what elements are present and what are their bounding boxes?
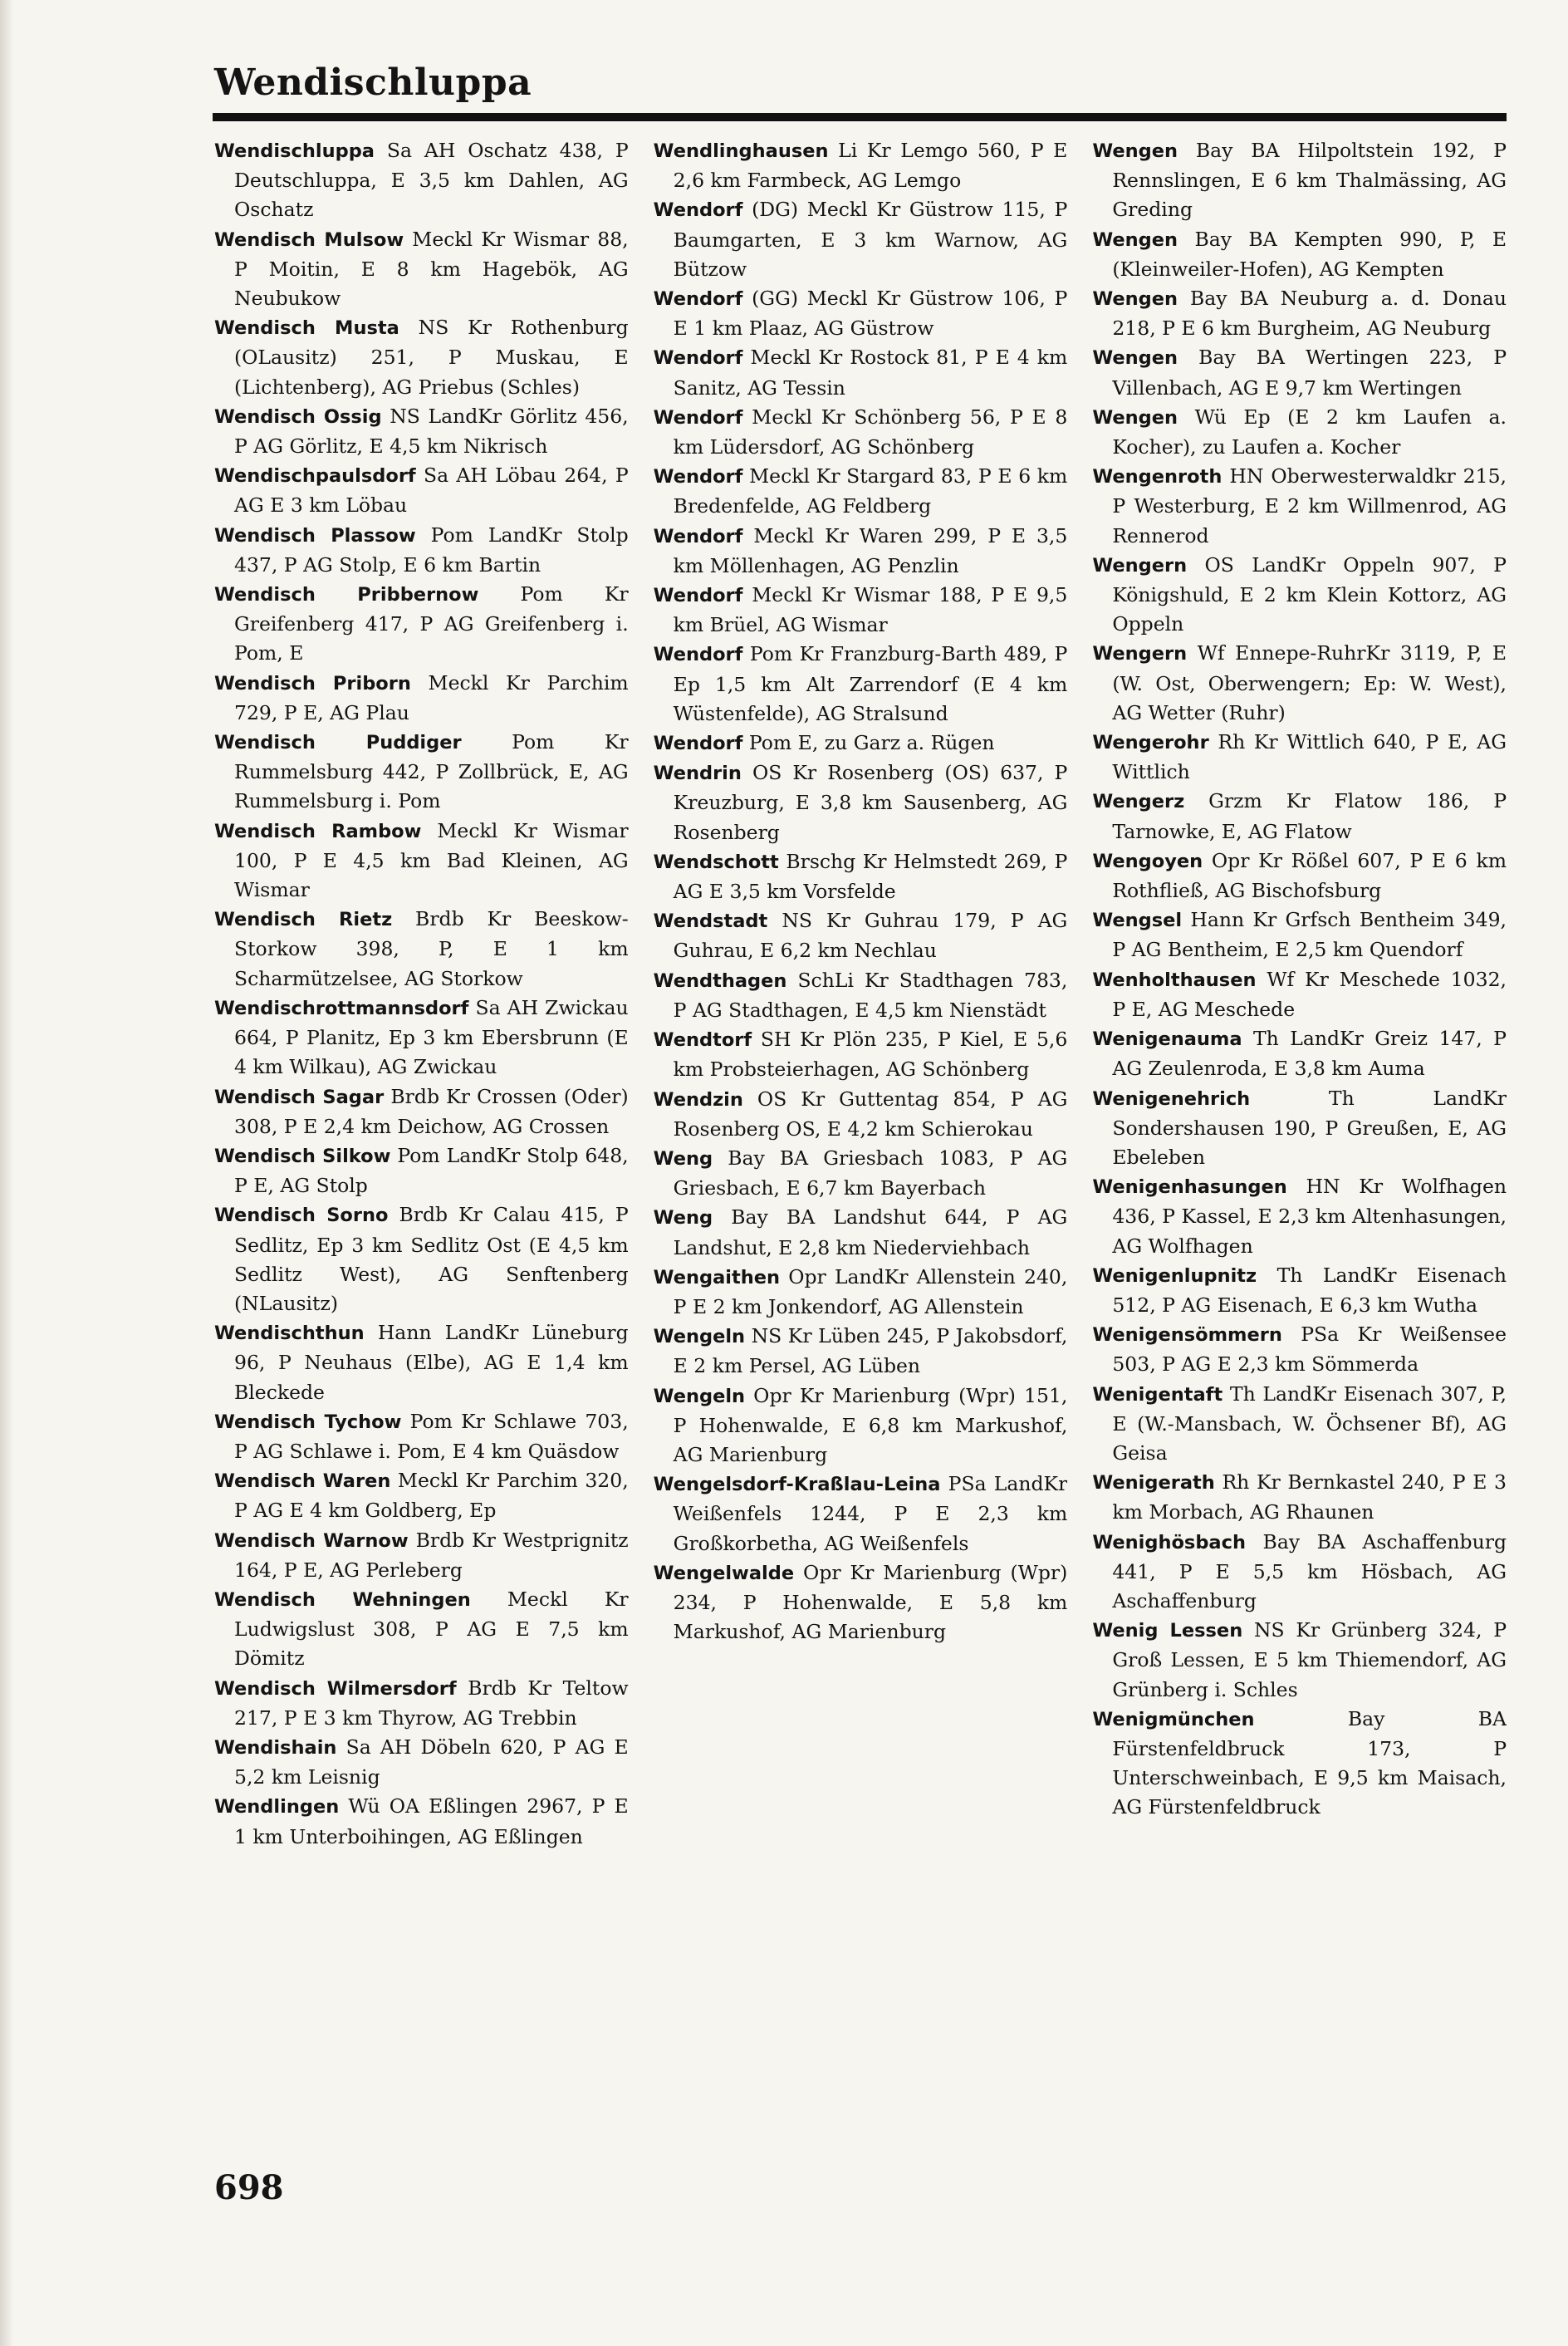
gazetteer-entry [654,906,1068,965]
gazetteer-entry [654,1203,1068,1262]
entry-place-name: Wenigenlupnitz [1092,1264,1257,1287]
entry-place-name: Wendtorf [653,1029,752,1052]
entry-details: Hann LandKr Lüneburg 96, P Neuhaus (Elbe), AG E 1,4 km Bleckede [234,1321,629,1404]
entry-details: Meckl Kr Ludwigslust 308, P AG E 7,5 km Dömitz [234,1587,629,1671]
entry-details: Th LandKr Eisenach 307, P, E (W.-Mansbach, W. Öchsener Bf), AG Geisa [1112,1382,1507,1465]
entry-place-name: Wendrin [653,763,742,785]
entry-details: Bay BA Hilpoltstein 192, P Rennslingen, E 6 km Thalmässing, AG Greding [1112,139,1507,222]
gazetteer-entry [1092,965,1507,1024]
entry-place-name: Wengen [1092,406,1178,429]
entry-details: Sa AH Döbeln 620, P AG E 5,2 km Leisnig [234,1735,629,1789]
entry-details: PSa Kr Weißensee 503, P AG E 2,3 km Sömmerda [1112,1323,1507,1377]
entry-details: Th LandKr Greiz 147, P AG Zeulenroda, E 3,8 km Auma [1112,1027,1507,1081]
entry-place-name: Wengaithen [653,1266,781,1288]
entry-place-name: Wendlinghausen [653,140,829,162]
gazetteer-entry [654,1470,1068,1558]
gazetteer-entry [214,225,629,314]
entry-details: SchLi Kr Stadthagen 783, P AG Stadthagen, E 4,5 km Nienstädt [673,968,1068,1022]
entry-place-name: Wengen [1092,140,1178,162]
entry-details: (GG) Meckl Kr Güstrow 106, P E 1 km Plaaz, AG Güstrow [673,287,1068,341]
gazetteer-entry [214,1407,629,1466]
entry-details: NS Kr Guhrau 179, P AG Guhrau, E 6,2 km Nechlau [673,909,1068,963]
entry-details: Li Kr Lemgo 560, P E 2,6 km Farmbeck, AG Lemgo [673,139,1068,193]
entry-place-name: Wengelsdorf-Kraßlau-Leina [653,1474,941,1496]
gazetteer-entry [654,522,1068,581]
entry-place-name: Wendisch Priborn [214,672,411,694]
gazetteer-entry [654,581,1068,640]
entry-details: HN Kr Wolfhagen 436, P Kassel, E 2,3 km Altenhasungen, AG Wolfhagen [1112,1175,1507,1258]
entry-place-name: Wendischthun [214,1323,365,1345]
gazetteer-entry [1092,136,1507,225]
entry-details: Bay BA Fürstenfeldbruck 173, P Unterschweinbach, E 9,5 km Maisach, AG Fürstenfeldbruck [1112,1706,1507,1819]
entry-details: SH Kr Plön 235, P Kiel, E 5,6 km Probsteierhagen, AG Schönberg [673,1028,1068,1082]
entry-place-name: Wendisch Plassow [214,524,416,547]
entry-place-name: Weng [653,1147,713,1170]
entry-place-name: Wengen [1092,288,1178,311]
entry-place-name: Wendschott [653,851,779,873]
gazetteer-entry [1092,1320,1507,1379]
entry-place-name: Wengelwalde [653,1562,795,1584]
entry-details: Th LandKr Sondershausen 190, P Greußen, E, AG Ebeleben [1112,1086,1507,1169]
entry-details: Wü OA Eßlingen 2967, P E 1 km Unterboihingen, AG Eßlingen [234,1794,629,1848]
entry-details: NS Kr Rothenburg (OLausitz) 251, P Muskau, E (Lichtenberg), AG Priebus (Schles) [234,316,629,399]
entry-details: Hann Kr Grfsch Bentheim 349, P AG Bentheim, E 2,5 km Quendorf [1112,908,1507,962]
entry-details: Pom E, zu Garz a. Rügen [748,731,995,755]
entry-place-name: Wendorf [653,199,743,222]
gazetteer-entry [214,1200,629,1318]
entry-details: Meckl Kr Wismar 188, P E 9,5 km Brüel, AG Wismar [673,583,1068,637]
gazetteer-entry [1092,1705,1507,1823]
entry-details: Opr Kr Marienburg (Wpr) 234, P Hohenwalde, E 5,8 km Markushof, AG Marienburg [673,1560,1068,1644]
entry-details: Meckl Kr Schönberg 56, P E 8 km Lüdersdorf, AG Schönberg [673,405,1068,459]
entry-details: Bay BA Wertingen 223, P Villenbach, AG E 9,7 km Wertingen [1112,346,1507,400]
gazetteer-entry [214,1792,629,1851]
entry-details: Rh Kr Wittlich 640, P E, AG Wittlich [1112,730,1507,784]
gazetteer-entry [214,994,629,1082]
entry-details: Pom LandKr Stolp 648, P E, AG Stolp [234,1143,629,1198]
gazetteer-entry [654,966,1068,1025]
entry-details: Wf Ennepe-RuhrKr 3119, P, E (W. Ost, Oberwengern; Ep: W. West), AG Wetter (Ruhr) [1112,641,1507,724]
entry-place-name: Wenigmünchen [1092,1708,1255,1730]
entry-details: Brschg Kr Helmstedt 269, P AG E 3,5 km Vorsfelde [673,849,1068,904]
entry-details: Pom LandKr Stolp 437, P AG Stolp, E 6 km Bartin [234,523,629,577]
entry-details: Meckl Kr Wismar 100, P E 4,5 km Bad Kleinen, AG Wismar [234,818,629,902]
entry-place-name: Wendisch Silkow [214,1145,391,1167]
entry-details: Bay BA Griesbach 1083, P AG Griesbach, E 6,7 km Bayerbach [673,1146,1068,1200]
entry-details: Pom Kr Schlawe 703, P AG Schlawe i. Pom, E 4 km Quäsdow [234,1409,629,1463]
entry-place-name: Wenigerath [1092,1472,1215,1494]
gazetteer-entry [214,313,629,402]
scan-edge-shadow [0,0,13,2346]
entry-place-name: Wendisch Wilmersdorf [214,1677,457,1700]
gazetteer-entry [654,729,1068,758]
gazetteer-entry [654,847,1068,906]
entry-place-name: Wengoyen [1092,850,1203,872]
gazetteer-entry [654,284,1068,343]
entry-place-name: Wendorf [653,733,743,755]
entry-place-name: Wendisch Waren [214,1470,391,1493]
entry-details: Pom Kr Franzburg-Barth 489, P Ep 1,5 km Alt Zarrendorf (E 4 km Wüstenfelde), AG Stralsund [673,642,1068,725]
entry-details: Meckl Kr Parchim 320, P AG E 4 km Goldberg, Ep [234,1469,629,1523]
gazetteer-entry [1092,551,1507,640]
gazetteer-entry [214,1585,629,1674]
gazetteer-entry [654,758,1068,847]
entry-details: Bay BA Kempten 990, P, E (Kleinweiler-Hofen), AG Kempten [1112,227,1507,281]
entry-details: Rh Kr Bernkastel 240, P E 3 km Morbach, AG Rhaunen [1112,1470,1507,1524]
entry-details: Grzm Kr Flatow 186, P Tarnowke, E, AG Flatow [1112,789,1507,843]
entry-place-name: Wendzin [653,1088,743,1111]
entry-place-name: Wengern [1092,643,1188,665]
entry-details: Meckl Kr Waren 299, P E 3,5 km Möllenhagen, AG Penzlin [673,523,1068,577]
entry-details: (DG) Meckl Kr Güstrow 115, P Baumgarten, E 3 km Warnow, AG Bützow [673,198,1068,281]
gazetteer-entry [654,1263,1068,1322]
entry-place-name: Wenholthausen [1092,969,1257,991]
entry-place-name: Wendischpaulsdorf [214,465,416,488]
entry-details: Meckl Kr Wismar 88, P Moitin, E 8 km Hagebök, AG Neubukow [234,227,629,311]
entry-details: Sa AH Zwickau 664, P Planitz, Ep 3 km Ebersbrunn (E 4 km Wilkau), AG Zwickau [234,995,629,1079]
entry-details: Brdb Kr Calau 415, P Sedlitz, Ep 3 km Sedlitz Ost (E 4,5 km Sedlitz West), AG Senftenberg (NLausitz) [234,1203,629,1315]
entry-place-name: Wenigenauma [1092,1028,1242,1051]
entry-place-name: Wendisch Sorno [214,1205,389,1227]
gazetteer-entry [214,728,629,817]
entry-place-name: Wengerohr [1092,732,1209,754]
running-head: Wendischluppa [214,61,532,104]
gazetteer-entry [214,461,629,520]
gazetteer-entry [1092,847,1507,906]
entry-details: Opr Kr Rößel 607, P E 6 km Rothfließ, AG Bischofsburg [1112,848,1507,903]
gazetteer-entry [654,136,1068,195]
entry-place-name: Wendisch Wehningen [214,1588,471,1611]
gazetteer-entry [1092,462,1507,551]
entry-place-name: Wendisch Puddiger [214,732,462,754]
entry-place-name: Wendorf [653,406,743,429]
gazetteer-entry [1092,728,1507,787]
gazetteer-entry [1092,1172,1507,1261]
entry-place-name: Wendisch Tychow [214,1411,402,1433]
entry-details: NS Kr Grünberg 324, P Groß Lessen, E 5 km Thiemendorf, AG Grünberg i. Schles [1112,1618,1507,1701]
gazetteer-entry [1092,787,1507,846]
entry-details: Meckl Kr Rostock 81, P E 4 km Sanitz, AG Tessin [673,346,1068,400]
entry-details: Wf Kr Meschede 1032, P E, AG Meschede [1112,967,1507,1021]
gazetteer-entry [214,817,629,906]
gazetteer-entry [214,1733,629,1792]
gazetteer-entry [1092,225,1507,284]
gazetteer-entry [654,1322,1068,1381]
gazetteer-entry [1092,1261,1507,1320]
entry-place-name: Wenig Lessen [1092,1620,1243,1642]
entry-details: Wü Ep (E 2 km Laufen a. Kocher), zu Laufen a. Kocher [1112,405,1507,459]
entry-place-name: Weng [653,1207,713,1229]
gazetteer-entry [214,1526,629,1585]
entry-place-name: Wengenroth [1092,466,1223,488]
column-2 [654,136,1068,2147]
gazetteer-entry [1092,639,1507,728]
entry-place-name: Wengsel [1092,910,1183,932]
entry-details: Pom Kr Rummelsburg 442, P Zollbrück, E, AG Rummelsburg i. Pom [234,730,629,813]
entry-place-name: Wendorf [653,466,743,488]
entry-place-name: Wendisch Warnow [214,1529,409,1552]
entry-place-name: Wenigentaft [1092,1383,1223,1406]
gazetteer-entry [214,1082,629,1141]
header-rule [213,113,1507,121]
gazetteer-entry [214,1674,629,1733]
gazetteer-entry [1092,284,1507,343]
entry-details: Bay BA Aschaffenburg 441, P E 5,5 km Hösbach, AG Aschaffenburg [1112,1529,1507,1612]
entry-details: PSa LandKr Weißenfels 1244, P E 2,3 km Großkorbetha, AG Weißenfels [673,1472,1068,1555]
entry-place-name: Wendisch Ossig [214,405,382,428]
entry-details: NS Kr Lüben 245, P Jakobsdorf, E 2 km Persel, AG Lüben [673,1324,1068,1378]
entry-place-name: Wendorf [653,644,743,666]
entry-place-name: Wengen [1092,347,1178,370]
entry-place-name: Wengen [1092,228,1178,251]
entry-place-name: Wengern [1092,554,1188,577]
gazetteer-entry [1092,1024,1507,1083]
entry-place-name: Wendlingen [214,1796,340,1818]
entry-details: OS Kr Guttentag 854, P AG Rosenberg OS, E 4,2 km Schierokau [673,1087,1068,1141]
page-number: 698 [214,2168,284,2207]
entry-place-name: Wendorf [653,525,743,547]
entry-place-name: Wenighösbach [1092,1531,1246,1553]
entry-place-name: Wendorf [653,347,743,370]
entry-details: Opr LandKr Allenstein 240, P E 2 km Jonkendorf, AG Allenstein [673,1264,1068,1318]
gazetteer-entry [1092,1616,1507,1705]
entry-details: Brdb Kr Crossen (Oder) 308, P E 2,4 km Deichow, AG Crossen [234,1084,629,1138]
gazetteer-entry [654,195,1068,284]
entry-place-name: Wendischrottmannsdorf [214,997,469,1019]
gazetteer-entry [214,1318,629,1407]
entry-details: Brdb Kr Teltow 217, P E 3 km Thyrow, AG Trebbin [234,1676,629,1730]
gazetteer-entry [654,640,1068,729]
gazetteer-entry [214,136,629,225]
entry-details: OS Kr Rosenberg (OS) 637, P Kreuzburg, E 3,8 km Sausenberg, AG Rosenberg [673,761,1068,844]
entry-details: Sa AH Löbau 264, P AG E 3 km Löbau [234,464,629,518]
gazetteer-entry [214,521,629,580]
gazetteer-entry [1092,1380,1507,1469]
entry-place-name: Wendishain [214,1736,337,1759]
gazetteer-entry [214,905,629,994]
column-1 [214,136,629,2147]
entry-place-name: Wendisch Pribbernow [214,584,479,606]
gazetteer-entry [214,1141,629,1200]
gazetteer-entry [214,402,629,461]
gazetteer-entry [214,1466,629,1525]
entry-place-name: Wengeln [653,1385,746,1407]
entry-details: Brdb Kr Beeskow-Storkow 398, P, E 1 km Scharmützelsee, AG Storkow [234,907,629,990]
gazetteer-entry [654,403,1068,462]
entry-details: Meckl Kr Stargard 83, P E 6 km Bredenfelde, AG Feldberg [673,464,1068,518]
entry-details: Opr Kr Marienburg (Wpr) 151, P Hohenwalde, E 6,8 km Markushof, AG Marienburg [673,1383,1068,1466]
gazetteer-entry [654,1085,1068,1144]
gazetteer-entry [654,1382,1068,1470]
gazetteer-entry [654,1144,1068,1203]
entry-place-name: Wendischluppa [214,140,375,162]
gazetteer-entry [1092,1468,1507,1527]
entry-details: Bay BA Neuburg a. d. Donau 218, P E 6 km Burgheim, AG Neuburg [1112,287,1507,341]
entry-details: Pom Kr Greifenberg 417, P AG Greifenberg i. Pom, E [234,582,629,665]
entry-place-name: Wendisch Mulsow [214,228,404,251]
entry-details: Meckl Kr Parchim 729, P E, AG Plau [234,670,629,724]
entry-place-name: Wengeln [653,1326,746,1348]
entry-place-name: Wenigensömmern [1092,1324,1282,1347]
entry-place-name: Wenigenehrich [1092,1087,1251,1110]
entry-details: Brdb Kr Westprignitz 164, P E, AG Perleberg [234,1528,629,1582]
gazetteer-entry [214,580,629,669]
entry-place-name: Wendstadt [653,910,768,933]
gazetteer-entry [1092,906,1507,964]
entry-place-name: Wendorf [653,585,743,607]
gazetteer-entry [1092,1528,1507,1617]
entry-place-name: Wendisch Musta [214,317,399,340]
entry-place-name: Wendthagen [653,969,787,992]
entry-place-name: Wenigenhasungen [1092,1176,1287,1199]
entry-details: OS LandKr Oppeln 907, P Königshuld, E 2 km Klein Kottorz, AG Oppeln [1112,552,1507,636]
entry-details: Sa AH Oschatz 438, P Deutschluppa, E 3,5 km Dahlen, AG Oschatz [234,139,629,222]
gazetteer-entry [654,1558,1068,1647]
entry-place-name: Wengerz [1092,791,1185,813]
gazetteer-entry [1092,343,1507,402]
gazetteer-entry [654,1025,1068,1084]
gazetteer-entry [1092,403,1507,462]
entry-details: HN Oberwesterwaldkr 215, P Westerburg, E 2 km Willmenrod, AG Rennerod [1112,464,1507,547]
column-3 [1092,136,1507,2147]
entry-details: Bay BA Landshut 644, P AG Landshut, E 2,8 km Niederviehbach [673,1205,1068,1259]
entry-details: Th LandKr Eisenach 512, P AG Eisenach, E 6,3 km Wutha [1112,1263,1507,1317]
gazetteer-entry [654,462,1068,521]
gazetteer-entry [1092,1084,1507,1173]
entry-place-name: Wendisch Sagar [214,1086,385,1108]
entry-details: NS LandKr Görlitz 456, P AG Görlitz, E 4,5 km Nikrisch [234,404,629,459]
gazetteer-entry [214,669,629,728]
entry-place-name: Wendorf [653,288,743,311]
entry-columns [214,136,1507,2147]
entry-place-name: Wendisch Rietz [214,909,393,931]
gazetteer-entry [654,343,1068,402]
entry-place-name: Wendisch Rambow [214,820,422,842]
